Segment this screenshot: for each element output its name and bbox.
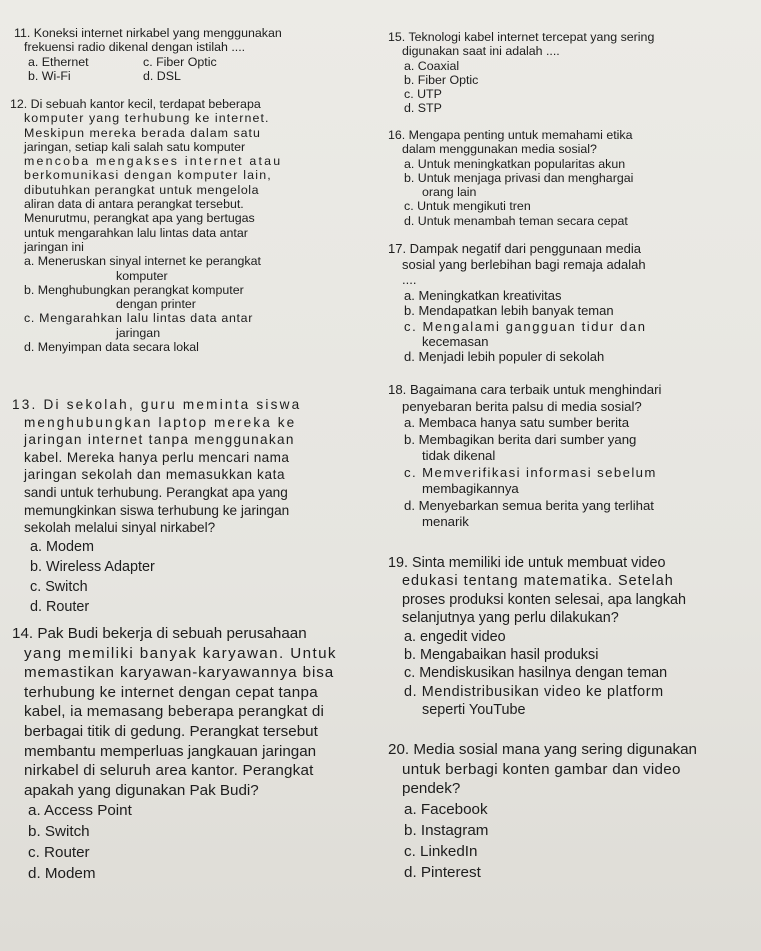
option-a-text-cont: komputer bbox=[116, 268, 168, 283]
question-11-line-2: frekuensi radio dikenal dengan istilah .... bbox=[24, 40, 246, 55]
option-c[interactable] bbox=[388, 664, 748, 682]
question-13-line: jaringan internet tanpa menggunakan bbox=[24, 432, 295, 448]
question-13-line: sandi untuk terhubung. Perangkat apa yang bbox=[24, 484, 288, 500]
question-15 bbox=[388, 30, 748, 116]
question-19-line: proses produksi konten selesai, apa langkah bbox=[402, 591, 686, 608]
option-d-text: d. Menyebarkan semua berita yang terlihat bbox=[404, 497, 654, 513]
question-17-line: .... bbox=[402, 272, 417, 288]
option-c[interactable]: c. LinkedIn bbox=[404, 842, 478, 860]
option-d[interactable]: d. STP bbox=[404, 101, 442, 116]
option-b[interactable] bbox=[388, 646, 748, 664]
question-12-line: berkomunikasi dengan komputer lain, bbox=[24, 168, 272, 183]
option-a[interactable] bbox=[388, 415, 748, 432]
option-a[interactable] bbox=[388, 288, 748, 303]
option-d[interactable] bbox=[388, 349, 748, 364]
option-b-text-cont: dengan printer bbox=[116, 297, 196, 312]
option-c[interactable]: c. Switch bbox=[30, 578, 88, 595]
option-d[interactable] bbox=[10, 340, 370, 354]
option-b[interactable]: b. Wi-Fi bbox=[28, 68, 71, 83]
question-12-line: Meskipun mereka berada dalam satu bbox=[24, 125, 261, 140]
option-b-text-cont: tidak dikenal bbox=[422, 448, 496, 463]
option-d-text: d. Untuk menambah teman secara cepat bbox=[404, 213, 628, 228]
option-c-text: c. Untuk mengikuti tren bbox=[404, 199, 531, 214]
option-b[interactable]: b. Wireless Adapter bbox=[30, 558, 155, 575]
option-c-text-cont: kecemasan bbox=[422, 334, 489, 349]
question-14-line: kabel, ia memasang beberapa perangkat di bbox=[24, 703, 325, 721]
question-18 bbox=[388, 382, 748, 531]
option-a-text: a. Untuk meningkatkan popularitas akun bbox=[404, 156, 626, 171]
question-18-line: penyebaran berita palsu di media sosial? bbox=[402, 398, 642, 414]
question-16-line: 16. Mengapa penting untuk memahami etika bbox=[388, 128, 633, 142]
option-b[interactable]: b. Fiber Optic bbox=[404, 72, 479, 87]
option-a-text: a. engedit video bbox=[404, 628, 506, 645]
option-b-text: b. Untuk menjaga privasi dan menghargai bbox=[404, 170, 634, 185]
option-d-text: d. Mendistribusikan video ke platform bbox=[404, 683, 664, 700]
question-19-line: edukasi tentang matematika. Setelah bbox=[402, 573, 674, 590]
question-15-line: digunakan saat ini adalah .... bbox=[402, 44, 560, 59]
option-d[interactable]: d. DSL bbox=[143, 68, 181, 83]
option-a-text: a. Membaca hanya satu sumber berita bbox=[404, 415, 630, 430]
question-20-line: 20. Media sosial mana yang sering digunakan bbox=[388, 741, 698, 758]
option-c[interactable] bbox=[388, 465, 748, 498]
question-17-line: 17. Dampak negatif dari penggunaan media bbox=[388, 241, 641, 256]
question-14-line: nirkabel di seluruh area kantor. Perangkat bbox=[24, 762, 314, 780]
question-15-line: 15. Teknologi kabel internet tercepat yang sering bbox=[388, 30, 655, 44]
option-d-text-cont: menarik bbox=[422, 514, 469, 529]
question-18-line: 18. Bagaimana cara terbaik untuk menghindari bbox=[388, 382, 662, 397]
question-14-line: memastikan karyawan-karyawannya bisa bbox=[24, 664, 335, 682]
question-13-line: 13. Di sekolah, guru meminta siswa bbox=[12, 397, 302, 412]
question-19 bbox=[388, 554, 748, 720]
question-13-line: menghubungkan laptop mereka ke bbox=[24, 414, 297, 430]
option-d[interactable]: d. Router bbox=[30, 598, 90, 615]
option-b-text-cont: orang lain bbox=[422, 185, 477, 200]
question-12-line: 12. Di sebuah kantor kecil, terdapat beberapa bbox=[10, 97, 261, 111]
question-11 bbox=[10, 26, 380, 83]
question-12-line: untuk mengarahkan lalu lintas data antar bbox=[24, 225, 248, 240]
option-c[interactable]: c. UTP bbox=[404, 87, 442, 102]
option-d-text: d. Menjadi lebih populer di sekolah bbox=[404, 349, 605, 365]
option-a[interactable]: a. Access Point bbox=[28, 802, 132, 820]
question-14-line: apakah yang digunakan Pak Budi? bbox=[24, 781, 259, 799]
question-11-options bbox=[10, 55, 380, 83]
question-12-line: mencoba mengakses internet atau bbox=[24, 154, 283, 169]
option-b-text: b. Membagikan berita dari sumber yang bbox=[404, 431, 637, 447]
option-a-text: a. Meneruskan sinyal internet ke perangkat bbox=[24, 254, 261, 269]
question-13-line: sekolah melalui sinyal nirkabel? bbox=[24, 520, 216, 536]
option-c[interactable] bbox=[10, 311, 370, 340]
question-14-line: yang memiliki banyak karyawan. Untuk bbox=[24, 644, 337, 662]
option-c[interactable]: c. Router bbox=[28, 844, 90, 862]
question-12 bbox=[10, 97, 370, 354]
option-c-text: c. Mengalami gangguan tidur dan bbox=[404, 318, 647, 334]
question-14-line: berbagai titik di gedung. Perangkat tersebut bbox=[24, 722, 318, 740]
option-b[interactable]: b. Switch bbox=[28, 823, 90, 841]
question-14-line: terhubung ke internet dengan cepat tanpa bbox=[24, 683, 319, 701]
question-13 bbox=[10, 396, 378, 617]
option-b-text: b. Mendapatkan lebih banyak teman bbox=[404, 303, 614, 319]
option-b-text: b. Menghubungkan perangkat komputer bbox=[24, 282, 244, 297]
option-d[interactable]: d. Pinterest bbox=[404, 863, 481, 881]
question-13-line: jaringan sekolah dan memasukkan kata bbox=[24, 467, 286, 483]
option-a[interactable] bbox=[10, 254, 370, 283]
option-b[interactable]: b. Instagram bbox=[404, 821, 489, 839]
option-d[interactable] bbox=[388, 214, 748, 228]
option-b[interactable] bbox=[388, 171, 748, 200]
question-12-line: Menurutmu, perangkat apa yang bertugas bbox=[24, 211, 255, 226]
question-12-line: jaringan, setiap kali salah satu komputer bbox=[24, 139, 246, 154]
option-c-text: c. Mendiskusikan hasilnya dengan teman bbox=[404, 665, 668, 682]
option-a[interactable] bbox=[388, 157, 748, 171]
question-16-line: dalam menggunakan media sosial? bbox=[402, 142, 597, 157]
option-c-text-cont: jaringan bbox=[116, 325, 161, 340]
question-12-line: aliran data di antara perangkat tersebut. bbox=[24, 197, 244, 212]
option-a[interactable]: a. Modem bbox=[30, 538, 94, 555]
question-20 bbox=[388, 740, 748, 883]
question-12-line: komputer yang terhubung ke internet. bbox=[24, 111, 270, 126]
option-a[interactable]: a. Coaxial bbox=[404, 58, 460, 73]
option-b[interactable] bbox=[388, 432, 748, 465]
option-d[interactable] bbox=[388, 683, 748, 720]
question-19-line: selanjutnya yang perlu dilakukan? bbox=[402, 610, 619, 627]
option-d[interactable] bbox=[388, 498, 748, 531]
question-19-line: 19. Sinta memiliki ide untuk membuat video bbox=[388, 555, 666, 571]
question-13-line: kabel. Mereka hanya perlu mencari nama bbox=[24, 449, 290, 465]
option-c[interactable]: c. Fiber Optic bbox=[143, 54, 217, 69]
question-14 bbox=[10, 624, 380, 884]
question-20-line: untuk berbagi konten gambar dan video bbox=[402, 760, 681, 778]
question-20-line: pendek? bbox=[402, 780, 461, 798]
question-16 bbox=[388, 128, 748, 228]
option-a-text: a. Meningkatkan kreativitas bbox=[404, 287, 562, 303]
question-12-line: jaringan ini bbox=[24, 239, 84, 254]
option-a[interactable]: a. Ethernet bbox=[28, 54, 89, 69]
question-14-line: membantu memperluas jangkauan jaringan bbox=[24, 742, 317, 760]
question-17-line: sosial yang berlebihan bagi remaja adalah bbox=[402, 256, 646, 272]
option-c-text-cont: membagikannya bbox=[422, 481, 519, 496]
option-b[interactable] bbox=[10, 283, 370, 312]
option-c[interactable] bbox=[388, 319, 748, 350]
option-c-text: c. Mengarahkan lalu lintas data antar bbox=[24, 311, 254, 326]
option-c-text: c. Memverifikasi informasi sebelum bbox=[404, 464, 657, 480]
option-c[interactable] bbox=[388, 199, 748, 213]
option-b-text: b. Mengabaikan hasil produksi bbox=[404, 647, 599, 664]
option-d[interactable]: d. Modem bbox=[28, 865, 96, 883]
option-d-text: d. Menyimpan data secara lokal bbox=[24, 340, 199, 355]
option-d-text-cont: seperti YouTube bbox=[422, 702, 526, 719]
option-b[interactable] bbox=[388, 303, 748, 318]
question-14-line: 14. Pak Budi bekerja di sebuah perusahaan bbox=[12, 625, 307, 642]
question-17 bbox=[388, 241, 748, 365]
question-12-line: dibutuhkan perangkat untuk mengelola bbox=[24, 182, 260, 197]
question-13-line: memungkinkan siswa terhubung ke jaringan bbox=[24, 502, 290, 518]
option-a[interactable] bbox=[388, 628, 748, 646]
option-a[interactable]: a. Facebook bbox=[404, 800, 488, 818]
question-11-line-1: 11. Koneksi internet nirkabel yang menggunakan bbox=[14, 26, 282, 40]
